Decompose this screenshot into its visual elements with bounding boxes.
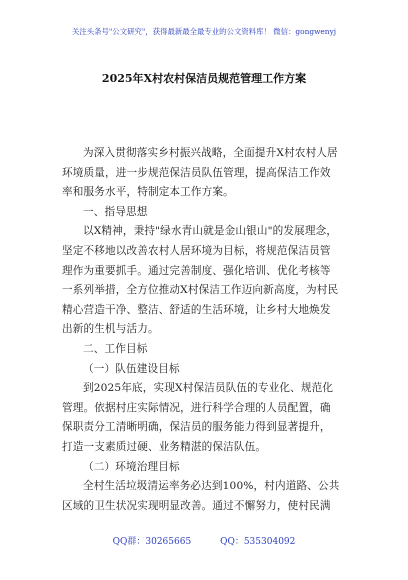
document-body <box>62 144 352 516</box>
paragraph-line: 到2025年底，实现X村保洁员队伍的专业化、规范化 <box>83 382 334 395</box>
paragraph-line: 管理。依据村庄实际情况，进行科学合理的人员配置，确 <box>62 401 331 414</box>
paragraph-line: 二、工作目标 <box>83 342 148 355</box>
paragraph-line: （二）环境治理目标 <box>83 460 180 473</box>
paragraph-line: 区域的卫生状况实现明显改善。通过不懈努力，使村民满 <box>62 499 331 512</box>
footer-contact <box>0 534 408 547</box>
paragraph-line: 全村生活垃圾清运率务必达到100%，村内道路、公共 <box>83 480 340 493</box>
document-title: 2025年X村农村保洁员规范管理工作方案 <box>101 72 307 85</box>
header-notice: 关注头条号"公文研究"，获得最新最全最专业的公文资料库！ 微信：gongwenyj <box>71 27 337 36</box>
paragraph-line: 坚定不移地以改善农村人居环境为目标，将规范保洁员管 <box>62 244 331 257</box>
paragraph-line: 出新的生机与活力。 <box>62 323 159 336</box>
paragraph-line: 理作为重要抓手。通过完善制度、强化培训、优化考核等 <box>62 264 331 277</box>
paragraph-line: （一）队伍建设目标 <box>83 362 180 375</box>
paragraph-line: 率和服务水平，特制定本工作方案。 <box>62 186 234 199</box>
footer-qq: QQ：535304092 <box>220 537 296 547</box>
paragraph-line: 一、指导思想 <box>83 205 148 218</box>
paragraph-line: 打造一支素质过硬、业务精湛的保洁队伍。 <box>62 440 267 453</box>
paragraph-line: 为深入贯彻落实乡村振兴战略，全面提升X村农村人居 <box>83 147 338 159</box>
footer-qq-group: QQ群：30265665 <box>112 537 192 547</box>
paragraph-line: 精心营造干净、整洁、舒适的生活环境，让乡村大地焕发 <box>62 303 331 316</box>
paragraph-line: 以X精神，秉持"绿水青山就是金山银山"的发展理念， <box>83 225 338 238</box>
paragraph-line: 保职责分工清晰明确，保洁员的服务能力得到显著提升， <box>62 421 331 434</box>
paragraph-line: 环境质量，进一步规范保洁员队伍管理，提高保洁工作效 <box>62 166 331 179</box>
paragraph-line: 一系列举措，全方位推动X村保洁工作迈向新高度，为村民 <box>62 284 339 297</box>
